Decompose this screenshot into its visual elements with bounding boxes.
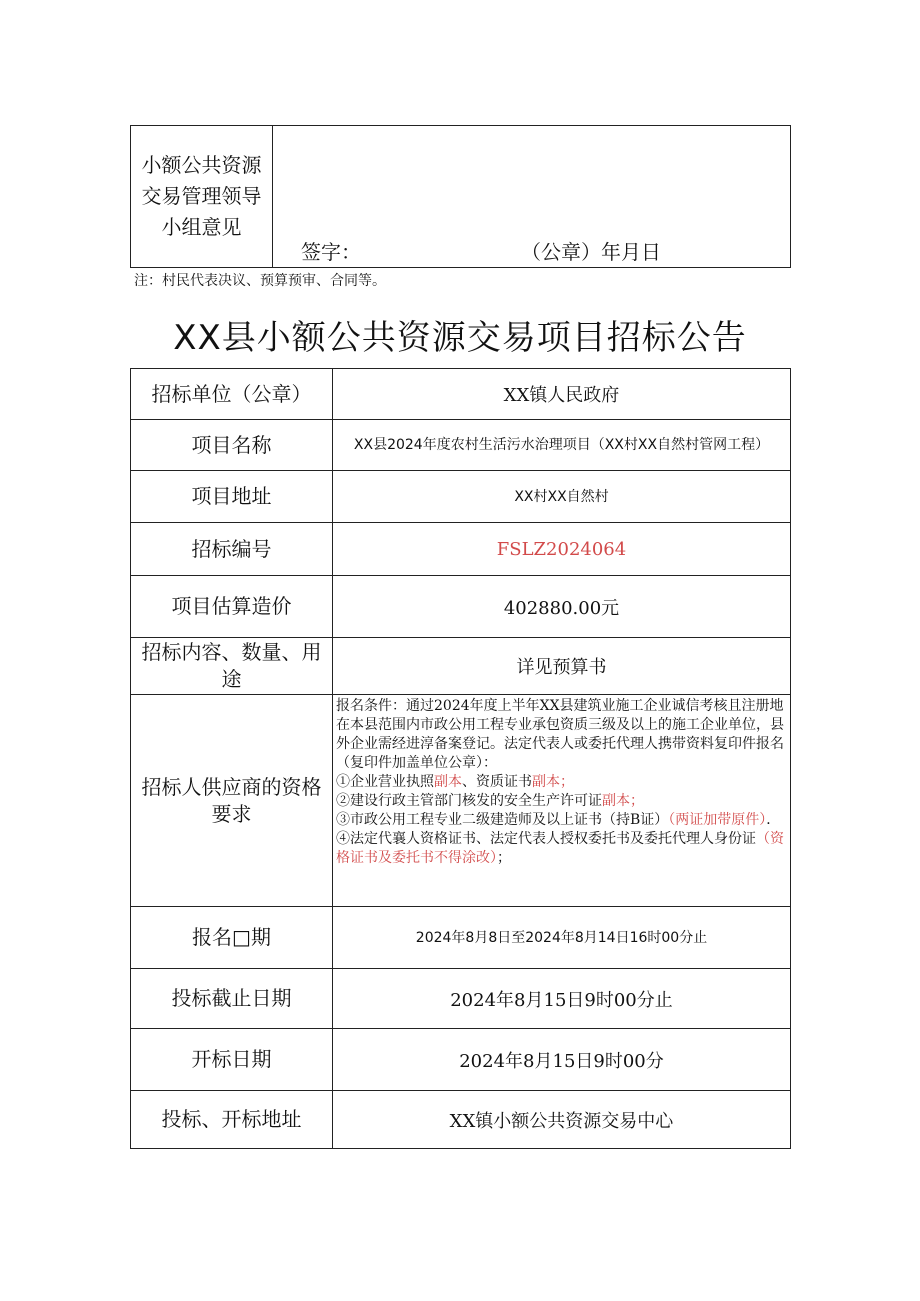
row-label-reg: 报名□期 [131, 907, 333, 969]
signature-label: 签字： [301, 240, 361, 264]
table-row [131, 907, 791, 969]
row-value-open: 2024年8月15日9时00分 [333, 1029, 791, 1091]
qual-highlight: （两证加带原件） [668, 812, 767, 828]
seal-date-label: （公章）年月日 [521, 240, 661, 264]
qual-highlight: 副本； [602, 793, 644, 809]
qual-item-1 [336, 773, 788, 792]
row-value-code: FSLZ2024064 [333, 523, 791, 576]
row-label-name: 项目名称 [131, 420, 333, 471]
table-row [131, 638, 791, 695]
qual-item-2 [336, 792, 788, 811]
row-label-qual: 招标人供应商的资格要求 [131, 695, 333, 907]
row-value-place: XX镇小额公共资源交易中心 [333, 1091, 791, 1149]
qual-text: 、资质证书 [462, 774, 532, 790]
qual-text: ④法定代襄人资格证书、法定代表人授权委托书及委托代理人身份证 [336, 831, 756, 847]
qual-item-4 [336, 830, 788, 868]
row-value-qual [333, 695, 791, 907]
note-text: 注：村民代表决议、预算预审、合同等。 [134, 273, 386, 289]
table-row [131, 1029, 791, 1091]
row-value-content: 详见预算书 [333, 638, 791, 695]
row-label-place: 投标、开标地址 [131, 1091, 333, 1149]
qual-text: ． [766, 812, 781, 828]
qual-highlight: 副本； [532, 774, 574, 790]
table-row [131, 471, 791, 523]
row-label-code: 招标编号 [131, 523, 333, 576]
row-label-deadline: 投标截止日期 [131, 969, 333, 1029]
table-row [131, 369, 791, 420]
qual-intro: 报名条件：通过2024年度上半年XX县建筑业施工企业诚信考核且注册地在本县范围内市政公用工程专业承包资质三级及以上的施工企业单位，县外企业需经进淳备案登记。法定代表人或委托代理人携带资料复印件报名（复印件加盖单位公章）： [336, 698, 784, 771]
qual-text: ②建设行政主管部门核发的安全生产许可证 [336, 793, 602, 809]
leadership-opinion-table [130, 125, 791, 268]
row-label-price: 项目估算造价 [131, 576, 333, 638]
qual-text: ； [497, 850, 511, 866]
row-value-unit: XX镇人民政府 [333, 369, 791, 420]
qual-text: ③市政公用工程专业二级建造师及以上证书（持B证） [336, 812, 669, 828]
qual-item-3 [336, 811, 788, 830]
page-title: XX县小额公共资源交易项目招标公告 [173, 318, 747, 358]
row-label-addr: 项目地址 [131, 471, 333, 523]
row-label-content: 招标内容、数量、用途 [131, 638, 333, 695]
row-value-name: XX县2024年度农村生活污水治理项目（XX村XX自然村管网工程） [333, 420, 791, 471]
leadership-opinion-label: 小额公共资源交易管理领导小组意见 [131, 126, 273, 267]
row-label-unit: 招标单位（公章） [131, 369, 333, 420]
qual-highlight: 副本 [434, 774, 462, 790]
row-label-open: 开标日期 [131, 1029, 333, 1091]
table-row [131, 523, 791, 576]
leadership-opinion-value [273, 126, 790, 267]
row-value-price: 402880.00元 [333, 576, 791, 638]
table-row [131, 969, 791, 1029]
row-value-deadline: 2024年8月15日9时00分止 [333, 969, 791, 1029]
qual-highlight: （资格证书及委托书不得涂改） [336, 831, 784, 866]
tender-notice-table [130, 368, 791, 1149]
qual-text: ①企业营业执照 [336, 774, 434, 790]
table-row [131, 695, 791, 907]
table-row [131, 1091, 791, 1149]
row-value-addr: XX村XX自然村 [333, 471, 791, 523]
table-row [131, 576, 791, 638]
row-value-reg: 2024年8月8日至2024年8月14日16时00分止 [333, 907, 791, 969]
table-row [131, 420, 791, 471]
